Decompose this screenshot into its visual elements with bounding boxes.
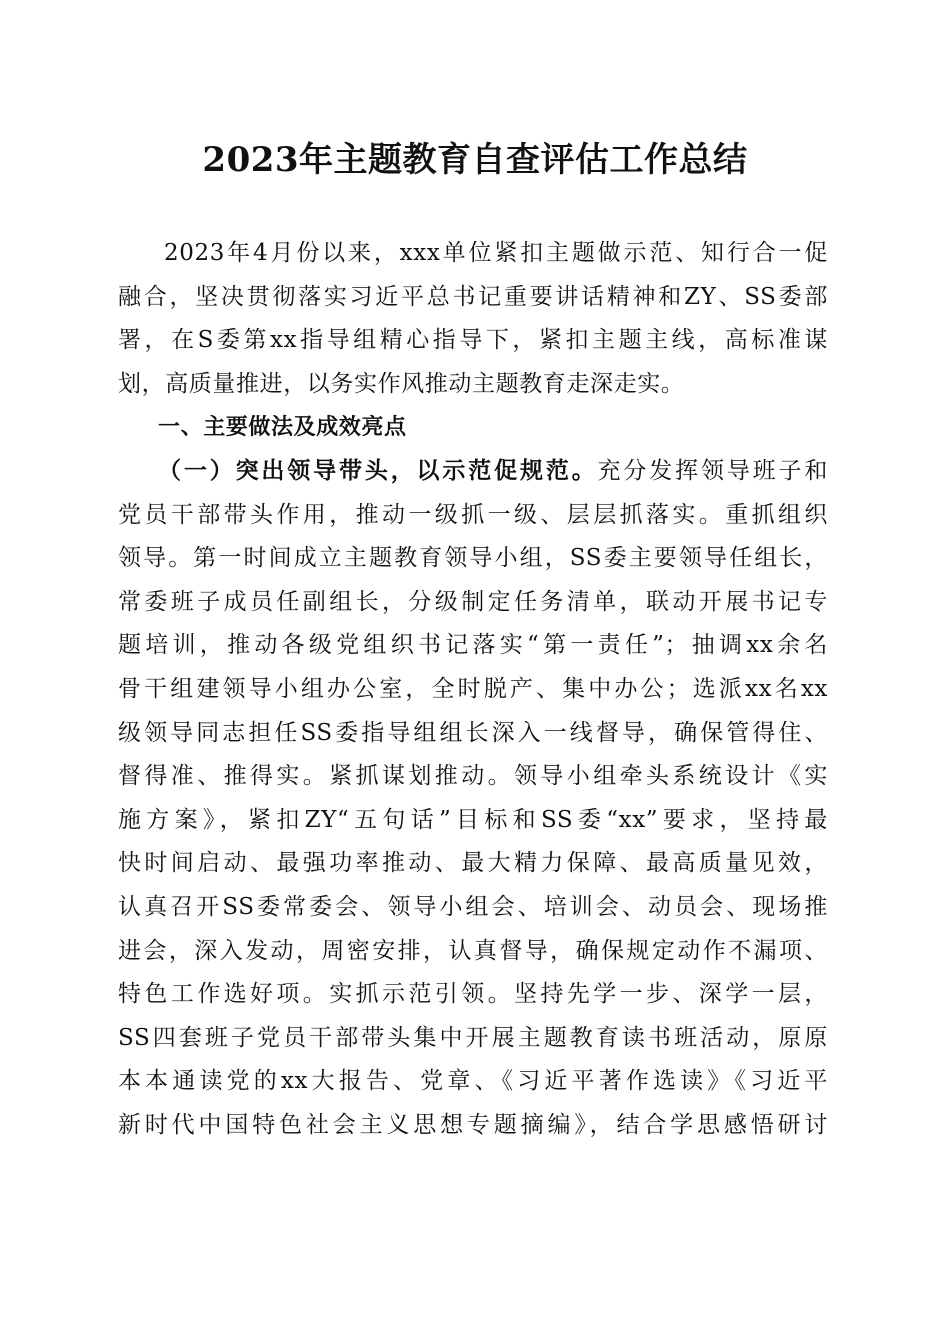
paragraph-line: 施方案》，紧扣ZY“五句话”目标和SS委“xx”要求，坚持最: [118, 806, 828, 833]
paragraph-line: 级领导同志担任SS委指导组组长深入一线督导，确保管得住、: [118, 719, 828, 746]
paragraph-line: 党员干部带头作用，推动一级抓一级、层层抓落实。重抓组织: [118, 501, 828, 528]
paragraph-line: 划，高质量推进，以务实作风推动主题教育走深走实。: [118, 370, 685, 397]
paragraph-line: 领导。第一时间成立主题教育领导小组，SS委主要领导任组长，: [118, 545, 828, 572]
paragraph-line: SS四套班子党员干部带头集中开展主题教育读书班活动，原原: [118, 1024, 828, 1051]
section-heading: 一、主要做法及成效亮点: [158, 415, 407, 441]
paragraph-line: 快时间启动、最强功率推动、最大精力保障、最高质量见效，: [118, 850, 828, 877]
paragraph-line: 督得准、推得实。紧抓谋划推动。领导小组牵头系统设计《实: [118, 763, 828, 790]
paragraph-line: 题培训，推动各级党组织书记落实“第一责任”；抽调xx余名: [118, 632, 828, 659]
paragraph-line: 进会，深入发动，周密安排，认真督导，确保规定动作不漏项、: [118, 937, 828, 964]
subsection-heading: （一）突出领导带头，以示范促规范。: [158, 457, 598, 484]
paragraph-line: 融合，坚决贯彻落实习近平总书记重要讲话精神和ZY、SS委部: [118, 283, 828, 310]
paragraph-line: 特色工作选好项。实抓示范引领。坚持先学一步、深学一层，: [118, 981, 828, 1008]
paragraph-line: 新时代中国特色社会主义思想专题摘编》，结合学思感悟研讨: [118, 1111, 828, 1138]
paragraph-line: [118, 450, 828, 494]
paragraph-text: 充分发挥领导班子和: [597, 457, 828, 484]
paragraph-line: 认真召开SS委常委会、领导小组会、培训会、动员会、现场推: [118, 893, 828, 920]
paragraph-line: 常委班子成员任副组长，分级制定任务清单，联动开展书记专: [118, 588, 828, 615]
paragraph-line: 署，在S委第xx指导组精心指导下，紧扣主题主线，高标准谋: [118, 327, 828, 354]
paragraph-line: 骨干组建领导小组办公室，全时脱产、集中办公；选派xx名xx: [118, 675, 828, 702]
document-title: 2023年主题教育自查评估工作总结: [202, 140, 748, 180]
document-body: [118, 232, 828, 1147]
paragraph-line: 2023年4月份以来，xxx单位紧扣主题做示范、知行合一促: [164, 240, 828, 266]
paragraph-line: 本本通读党的xx大报告、党章、《习近平著作选读》《习近平: [118, 1068, 828, 1095]
